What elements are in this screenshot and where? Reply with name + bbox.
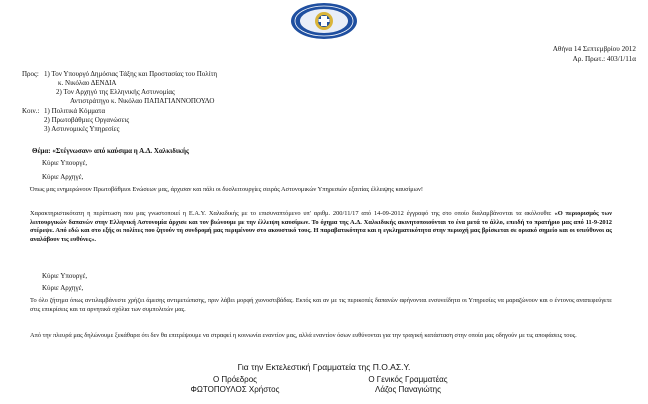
signature-secretary	[338, 375, 478, 395]
paragraph-text: Χαρακτηριστικότατη η περίπτωση που μας γνωστοποιεί η Ε.Α.Υ. Χαλκιδικής με το επισυναπτόμενο υπ' αριθμ. 200/11/17 από 14-09-2012 έγγραφό της στο οποίο διαλαμβάνονται τα ακόλουθα:	[30, 210, 555, 217]
paragraph: Το όλο ζήτημα όπως αντιλαμβάνεστε χρήζει άμεσης αντιμετώπισης, πριν λάβει μορφή χιονοστιβάδας. Εκτός και αν με τις περικοπές δαπανών αφήνονται ενσυνείδητα οι Υπηρεσίες να μαραζώνουν και ο έντονος αναπεφεύγετε στις επικρίσεις και τα αρνητικά σχόλια των συμπολιτών μας.	[30, 297, 612, 313]
signature-president	[170, 375, 300, 395]
signature-name: ΦΩΤΟΠΟΥΛΟΣ Χρήστος	[190, 385, 280, 394]
signature-title: Ο Πρόεδρος	[212, 375, 258, 384]
subject-text: «Στέγνωσαν» από καύσιμα η Α.Δ. Χαλκιδικής	[52, 147, 189, 155]
recipient-line: 1) Τον Υπουργό Δημόσιας Τάξης και Προστασίας του Πολίτη	[44, 70, 218, 78]
paragraph-quote: «Ο περιορισμός των λειτουργικών δαπανών στην Ελληνική Αστυνομία άρχισε και τον βιώνουμε με την έλλειψη καυσίμων. Το όχημα της Α.Δ. Χαλκιδικής ακινητοποιούνται το ένα μετά το άλλο, επειδή το πρατήριο μας από 11-9-2012 στέρεψε. Από εδώ και στο εξής οι πολίτες που ζητούν τη συνδρομή μας περιμένουν στο ακουστικό τους. Η παραβατικότητα και η εγκληματικότητα στην περιοχή μας βρίσκεται σε οριακό σημείο και οι υπεύθυνοι ας αναλάβουν τις ευθύνες».	[30, 210, 612, 243]
cc-line: 2) Πρωτοβάθμιες Οργανώσεις	[44, 116, 130, 124]
recipient-line: κ. Νικόλαο ΔΕΝΔΙΑ	[58, 79, 117, 87]
salutation: Κύριε Αρχηγέ,	[42, 284, 84, 292]
organization-seal-icon	[290, 2, 358, 40]
paragraph: Από την πλευρά μας δηλώνουμε ξεκάθαρα ότι δεν θα επιτρέψουμε να στραφεί η κοινωνία εναντίον μας, αλλά εναντίον όσων ευθύνονται για την τραγική κατάσταση στην οποία μας οδηγούν με τις αποφάσεις τους.	[30, 332, 577, 339]
cc-line: 3) Αστυνομικές Υπηρεσίες	[44, 125, 120, 133]
salutation: Κύριε Υπουργέ,	[42, 159, 88, 167]
recipient-line: 2) Τον Αρχηγό της Ελληνικής Αστυνομίας	[56, 88, 175, 96]
closing-line: Για την Εκτελεστική Γραμματεία της Π.Ο.ΑΣ.Υ.	[237, 362, 411, 372]
salutation: Κύριε Αρχηγέ,	[42, 173, 84, 181]
paragraph-quoted	[30, 210, 612, 244]
paragraph: Όπως μας ενημερώνουν Πρωτοβάθμιοι Ενώσεων μας, άρχισαν και πάλι οι δυσλειτουργίες σειράς Αστυνομικών Υπηρεσιών εξαιτίας έλλειψης καυσίμων!	[30, 186, 423, 193]
signature-title: Ο Γενικός Γραμματέας	[368, 375, 448, 384]
to-label: Προς:	[22, 70, 39, 78]
subject-label: Θέμα:	[32, 147, 51, 155]
recipient-line: Αντιστράτηγο κ. Νικόλαο ΠΑΠΑΓΙΑΝΝΟΠΟΥΛΟ	[70, 97, 215, 105]
salutation: Κύριε Υπουργέ,	[42, 272, 88, 280]
protocol-number: Αρ. Πρωτ.: 403/1/11α	[572, 55, 636, 63]
document-date: Αθήνα 14 Σεπτεμβρίου 2012	[552, 45, 636, 53]
subject-line	[32, 147, 189, 155]
signature-name: Λάζος Παναγιώτης	[375, 385, 441, 394]
cc-line: 1) Πολιτικά Κόμματα	[44, 107, 106, 115]
cc-label: Κοιν.:	[22, 107, 40, 115]
date-block	[553, 44, 636, 64]
